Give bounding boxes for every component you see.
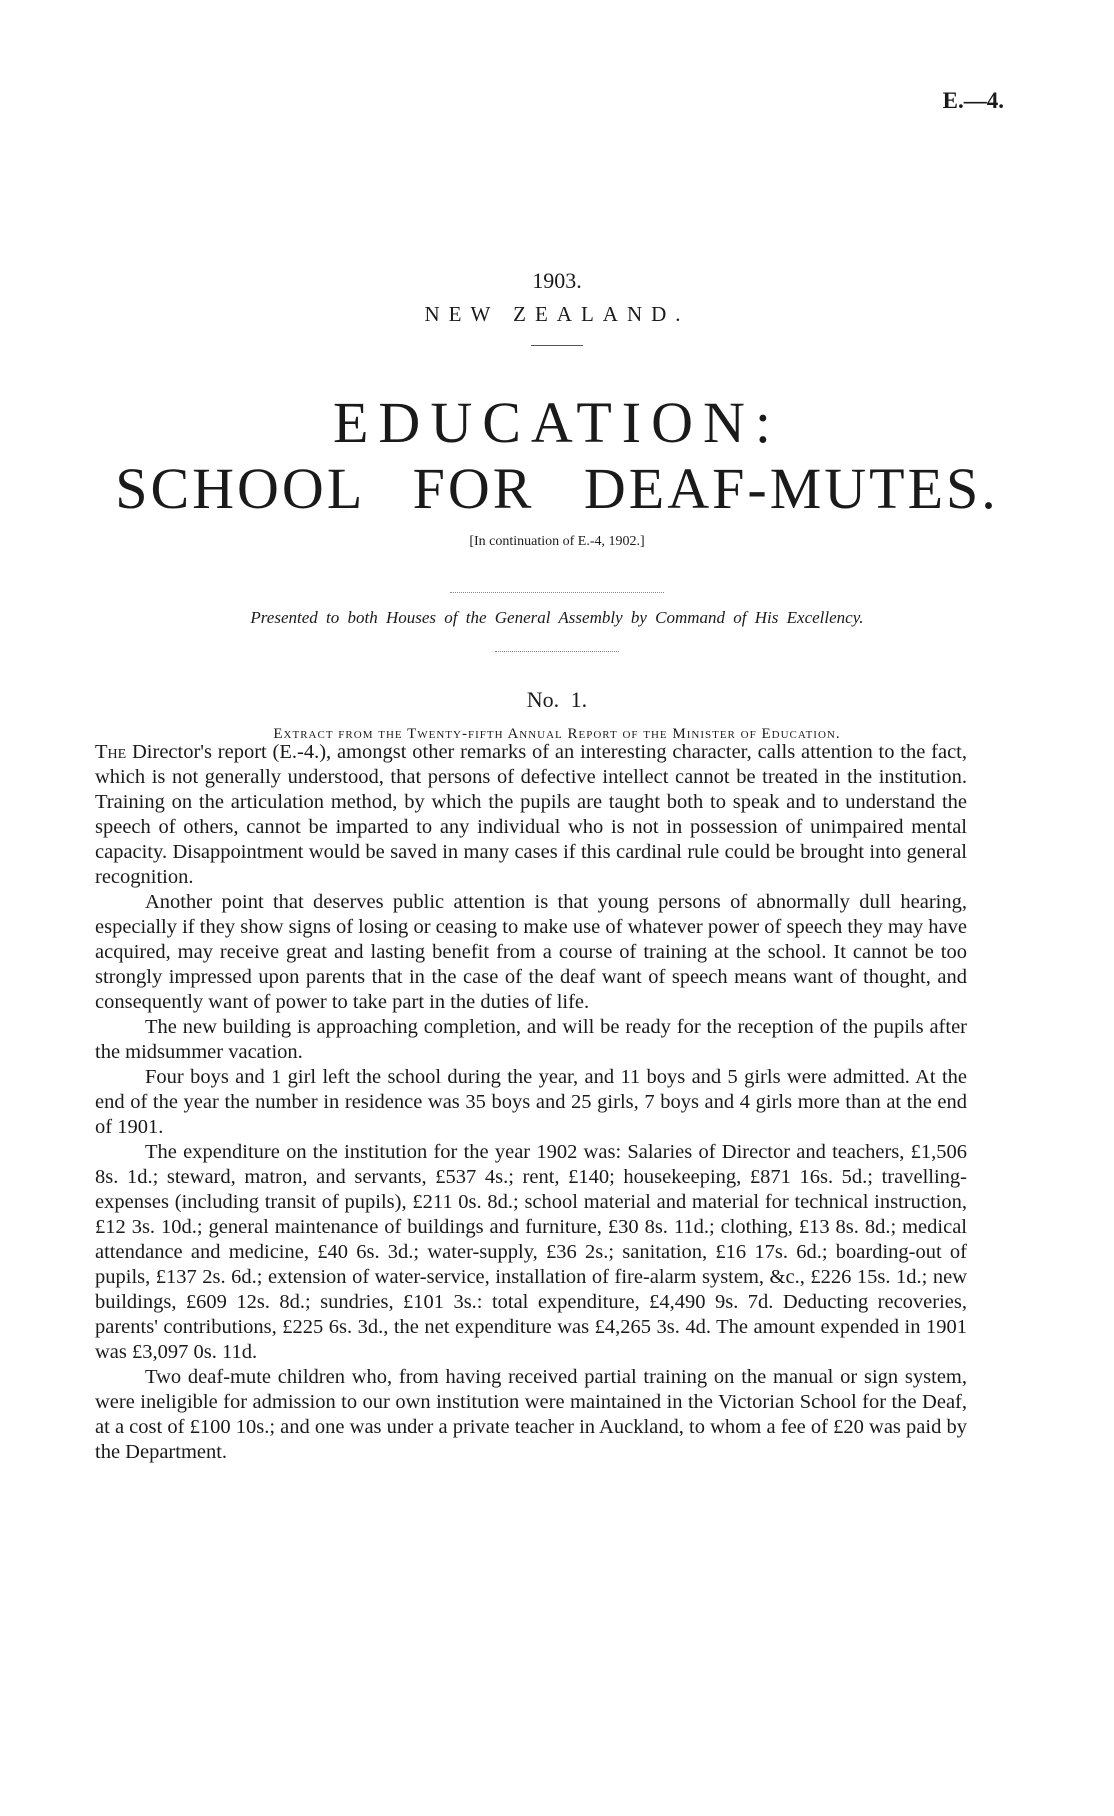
title-divider (531, 345, 583, 346)
paragraph-2: Another point that deserves public attention is that young persons of abnormally dull hearing, especially if they show signs of losing or ceasing to make use of whatever power of speech they may have acquired, may receive great and lasting benefit from a course of training at the school. It cannot be too strongly impressed upon parents that in the case of the deaf want of speech means want of thought, and consequently want of power to take part in the duties of life. (95, 891, 967, 1013)
document-title-line-2: SCHOOL FOR DEAF-MUTES. (115, 456, 999, 521)
section-number: No. 1. (526, 687, 588, 712)
dotted-divider-top (450, 592, 664, 593)
paragraph-6: Two deaf-mute children who, from having received partial training on the manual or sign system, were ineligible for admission to our own institution were maintained in the Victorian School for the Deaf, at a cost of £100 10s.; and one was under a private teacher in Auckland, to whom a fee of £20 was paid by the Department. (95, 1366, 967, 1463)
paragraph-3: The new building is approaching completion, and will be ready for the reception of the pupils after the midsummer vacation. (95, 1016, 967, 1063)
paragraph-1 (95, 740, 967, 890)
page-reference: E.—4. (942, 88, 1004, 113)
continuation-note: [In continuation of E.-4, 1902.] (469, 534, 645, 549)
section-heading: Extract from the Twenty-fifth Annual Report of the Minister of Education. (273, 726, 841, 742)
paragraph-4: Four boys and 1 girl left the school during the year, and 11 boys and 5 girls were admitted. At the end of the year the number in residence was 35 boys and 25 girls, 7 boys and 4 girls more than at the end of 1901. (95, 1066, 967, 1138)
paragraph-1-text: Director's report (E.-4.), amongst other remarks of an interesting character, calls attention to the fact, which is not generally understood, that persons of defective intellect cannot be treated in the institution. Training on the articulation method, by which the pupils are taught both to speak and to understand the speech of others, cannot be imparted to any individual who is not in possession of unimpaired mental capacity. Disappointment would be saved in many cases if this cardinal rule could be brought into general recognition. (95, 741, 967, 888)
document-title-line-1: EDUCATION: (333, 390, 781, 455)
presented-statement: Presented to both Houses of the General Assembly by Command of His Excellency. (250, 608, 864, 627)
report-year: 1903. (532, 268, 582, 293)
country-heading: NEW ZEALAND. (424, 302, 690, 326)
paragraph-lead-word: The (95, 741, 127, 763)
report-body (95, 740, 967, 1465)
dotted-divider-bottom (495, 651, 619, 652)
paragraph-5: The expenditure on the institution for the year 1902 was: Salaries of Director and teachers, £1,506 8s. 1d.; steward, matron, and servants, £537 4s.; rent, £140; housekeeping, £871 16s. 5d.; travelling-expenses (including transit of pupils), £211 0s. 8d.; school material and material for technical instruction, £12 3s. 10d.; general maintenance of buildings and furniture, £30 8s. 11d.; clothing, £13 8s. 8d.; medical attendance and medicine, £40 6s. 3d.; water-supply, £36 2s.; sanitation, £16 17s. 6d.; boarding-out of pupils, £137 2s. 6d.; extension of water-service, installation of fire-alarm system, &c., £226 15s. 1d.; new buildings, £609 12s. 8d.; sundries, £101 3s.: total expenditure, £4,490 9s. 7d. Deducting recoveries, parents' contributions, £225 6s. 3d., the net expenditure was £4,265 3s. 4d. The amount expended in 1901 was £3,097 0s. 11d. (95, 1141, 967, 1363)
